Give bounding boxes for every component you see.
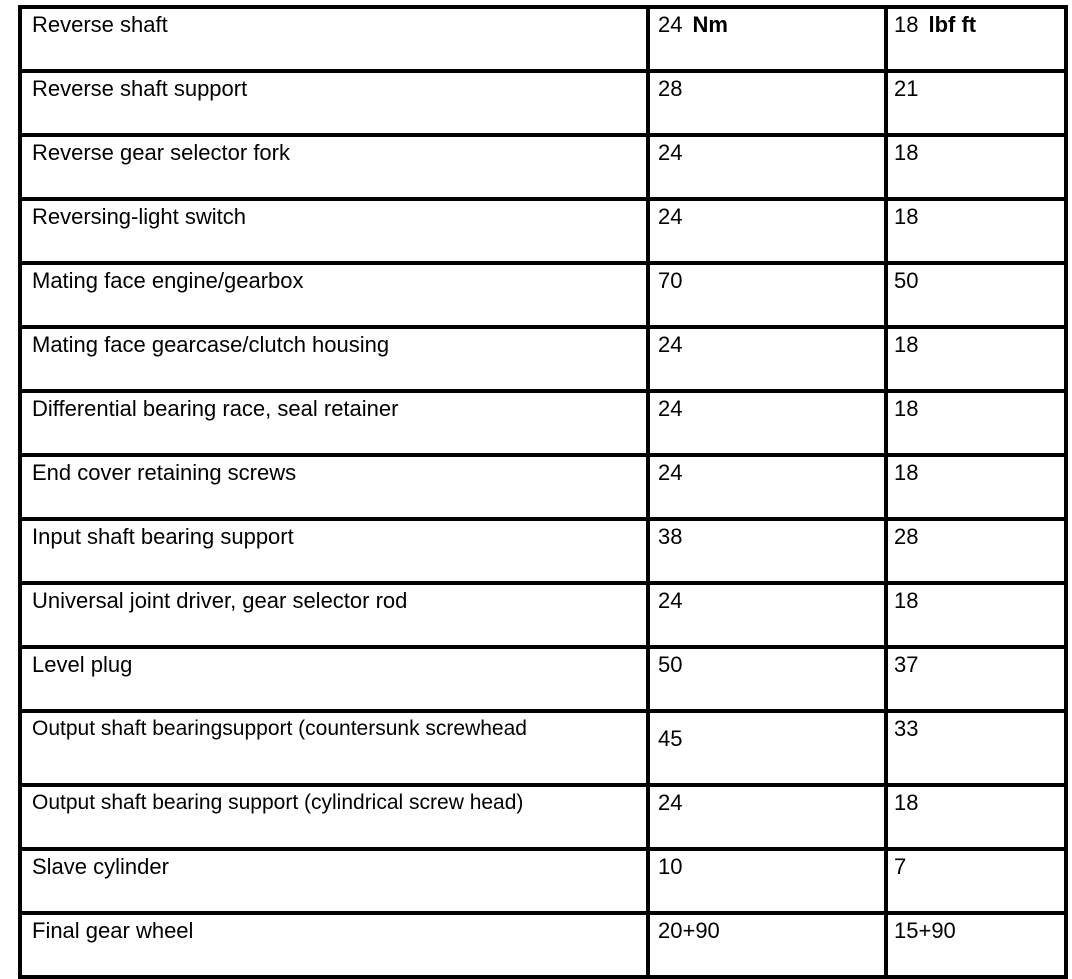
nm-cell: 38 [648, 519, 886, 583]
item-cell: End cover retaining screws [20, 455, 648, 519]
nm-cell: 24 [648, 327, 886, 391]
table-row [20, 327, 1066, 391]
lbf-cell: 18 [886, 199, 1066, 263]
table-row [20, 849, 1066, 913]
item-cell: Reverse shaft [20, 7, 648, 71]
nm-value: 24 [658, 12, 683, 37]
lbf-cell: 7 [886, 849, 1066, 913]
item-cell: Mating face engine/gearbox [20, 263, 648, 327]
lbf-cell: 28 [886, 519, 1066, 583]
table-row [20, 711, 1066, 785]
table-row [20, 199, 1066, 263]
item-cell: Mating face gearcase/clutch housing [20, 327, 648, 391]
table-row [20, 7, 1066, 71]
table-row [20, 785, 1066, 849]
lbf-cell: 37 [886, 647, 1066, 711]
item-cell: Input shaft bearing support [20, 519, 648, 583]
lbf-value: 18 [894, 12, 919, 37]
item-cell: Differential bearing race, seal retainer [20, 391, 648, 455]
nm-cell: 24 [648, 391, 886, 455]
item-cell: Reverse shaft support [20, 71, 648, 135]
nm-cell: 24 [648, 199, 886, 263]
item-cell: Final gear wheel [20, 913, 648, 977]
lbf-cell: 33 [886, 711, 1066, 785]
lbf-cell [886, 7, 1066, 71]
item-cell: Reversing-light switch [20, 199, 648, 263]
item-cell: Universal joint driver, gear selector rod [20, 583, 648, 647]
lbf-cell: 18 [886, 455, 1066, 519]
nm-cell: 24 [648, 135, 886, 199]
item-cell: Level plug [20, 647, 648, 711]
lbf-unit-label: lbf ft [928, 12, 977, 37]
nm-cell [648, 7, 886, 71]
lbf-cell: 18 [886, 583, 1066, 647]
lbf-cell: 18 [886, 327, 1066, 391]
nm-cell: 24 [648, 455, 886, 519]
nm-cell: 24 [648, 785, 886, 849]
nm-cell: 20+90 [648, 913, 886, 977]
item-cell: Reverse gear selector fork [20, 135, 648, 199]
nm-cell: 28 [648, 71, 886, 135]
table-row [20, 391, 1066, 455]
item-cell: Slave cylinder [20, 849, 648, 913]
lbf-cell: 18 [886, 135, 1066, 199]
table-row [20, 583, 1066, 647]
table-row [20, 519, 1066, 583]
table-row [20, 135, 1066, 199]
item-cell: Output shaft bearingsupport (countersunk screwhead [20, 711, 648, 785]
nm-cell: 10 [648, 849, 886, 913]
item-cell: Output shaft bearing support (cylindrical screw head) [20, 785, 648, 849]
lbf-cell: 50 [886, 263, 1066, 327]
table-row [20, 263, 1066, 327]
lbf-cell: 18 [886, 785, 1066, 849]
nm-cell: 50 [648, 647, 886, 711]
table-row [20, 71, 1066, 135]
nm-cell: 24 [648, 583, 886, 647]
table-row [20, 455, 1066, 519]
table-row [20, 647, 1066, 711]
torque-specification-table [18, 5, 1068, 979]
lbf-cell: 15+90 [886, 913, 1066, 977]
nm-unit-label: Nm [692, 12, 728, 37]
nm-cell: 70 [648, 263, 886, 327]
lbf-cell: 21 [886, 71, 1066, 135]
nm-cell: 45 [648, 711, 886, 785]
lbf-cell: 18 [886, 391, 1066, 455]
table-row [20, 913, 1066, 977]
